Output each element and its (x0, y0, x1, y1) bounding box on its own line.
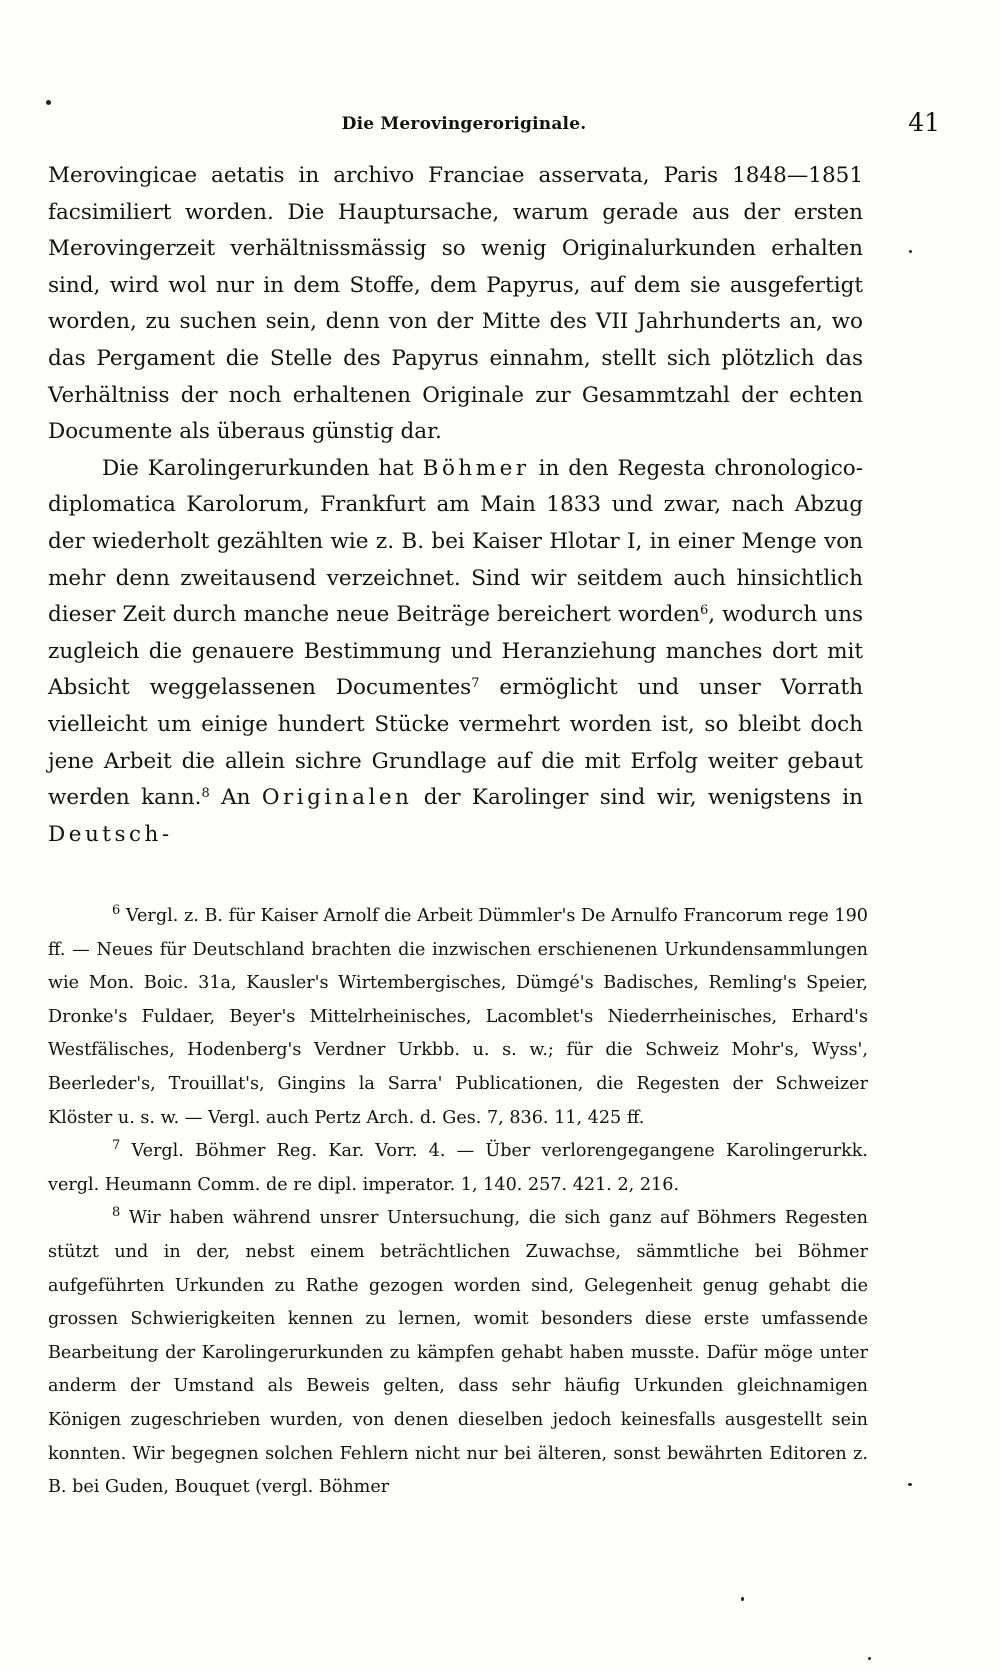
paragraph-2-text: der Karolinger sind wir, wenigstens in (412, 785, 863, 811)
paragraph-2-text: Die Karolingerurkunden hat (102, 455, 423, 481)
footnote-mark-6: 6 (112, 903, 121, 918)
scan-speck (908, 1483, 912, 1486)
footnote-ref-8[interactable]: 8 (201, 786, 210, 802)
footnote-8 (48, 1202, 868, 1504)
paragraph-2 (48, 451, 863, 854)
footnote-mark-8: 8 (112, 1205, 121, 1221)
main-text (48, 158, 863, 853)
running-title: Die Merovingeroriginale. (341, 114, 587, 134)
footnote-ref-6[interactable]: 6 (699, 603, 709, 619)
scan-speck (46, 100, 51, 105)
footnote-7-text: Vergl. Böhmer Reg. Kar. Vorr. 4. — Über verlorengegangene Karolingerurkk. vergl. Heumann Comm. de re dipl. imperator. 1, 140. 257. 421. 2, 216. (48, 1141, 868, 1195)
spaced-name-boehmer: Böhmer (422, 455, 530, 481)
paragraph-2-text: ermöglicht und unser Vorrath vielleicht um einige hundert Stücke vermehrt worden ist, so bleibt doch jene Arbeit die allein sichre Grundlage auf die mit Erfolg weiter gebaut werden kann. (48, 675, 863, 811)
paragraph-2-text: An (209, 785, 262, 811)
scan-speck (741, 1597, 744, 1601)
spaced-word-originalen: Originalen (261, 785, 413, 811)
spaced-word-deutsch: Deutsch- (48, 821, 173, 847)
footnotes (48, 900, 868, 1505)
paragraph-2-text: in den Regesta chronologico-diplomatica Karolorum, Frankfurt am Main 1833 und zwar, nach Abzug der wiederholt gezählten wie z. B. bei Kaiser Hlotar I, in einer Menge von mehr denn zweitausend verzeichnet. Sind wir seitdem auch hinsichtlich dieser Zeit durch manche neue Beiträge bereichert worden (48, 455, 863, 628)
footnote-8-text: Wir haben während unsrer Untersuchung, die sich ganz auf Böhmers Regesten stützt und in der, nebst einem beträchtlichen Zuwachse, sämmtliche bei Böhmer aufgeführten Urkunden zu Rathe gezogen worden sind, Gelegenheit genug gehabt die grossen Schwierigkeiten kennen zu lernen, womit besonders diese erste umfassende Bearbeitung der Karolingerurkunden zu kämpfen gehabt haben musste. Dafür möge unter anderm der Umstand als Beweis gelten, dass sehr häufig Urkunden gleichnamigen Königen zugeschrieben wurden, von denen dieselben jedoch keinesfalls ausgestellt sein konnten. Wir begegnen solchen Fehlern nicht nur bei älteren, sonst bewährten Editoren z. B. bei Guden, Bouquet (vergl. Böhmer (48, 1208, 868, 1498)
footnote-6 (48, 900, 868, 1135)
page-header (48, 108, 940, 144)
footnote-ref-7[interactable]: 7 (471, 676, 480, 692)
footnote-6-text: Vergl. z. B. für Kaiser Arnolf die Arbeit Dümmler's De Arnulfo Francorum rege 190 ff. — Neues für Deutschland brachten die inzwischen erschienenen Urkundensammlungen wie Mon. Boic. 31a, Kausler's Wirtembergisches, Dümgé's Badisches, Remling's Speier, Dronke's Fuldaer, Beyer's Mittelrheinisches, Lacomblet's Niederrheinisches, Erhard's Westfälisches, Hodenberg's Verdner Urkbb. u. s. w.; für die Schweiz Mohr's, Wyss', Beerleder's, Trouillat's, Gingins la Sarra' Publicationen, die Regesten der Schweizer Klöster u. s. w. — Vergl. auch Pertz Arch. d. Ges. 7, 836. 11, 425 ff. (48, 906, 868, 1128)
paragraph-1: Merovingicae aetatis in archivo Franciae asservata, Paris 1848—1851 facsimiliert worden. Die Hauptursache, warum gerade aus der ersten Merovingerzeit verhältnissmässig so wenig Originalurkunden erhalten sind, wird wol nur in dem Stoffe, dem Papyrus, auf dem sie ausgefertigt worden, zu suchen sein, denn von der Mitte des VII Jahrhunderts an, wo das Pergament die Stelle des Papyrus einnahm, stellt sich plötzlich das Verhältniss der noch erhaltenen Originale zur Gesammtzahl der echten Documente als überaus günstig dar. (48, 163, 863, 445)
scan-speck (909, 250, 912, 253)
footnote-7 (48, 1135, 868, 1202)
paragraph-2-text: , wodurch uns zugleich die genauere Bestimmung und Heranziehung manches dort mit Absicht weggelassenen Documentes (48, 602, 863, 701)
footnote-mark-7: 7 (112, 1138, 121, 1154)
scan-speck (868, 1657, 871, 1660)
page-number: 41 (908, 108, 940, 137)
